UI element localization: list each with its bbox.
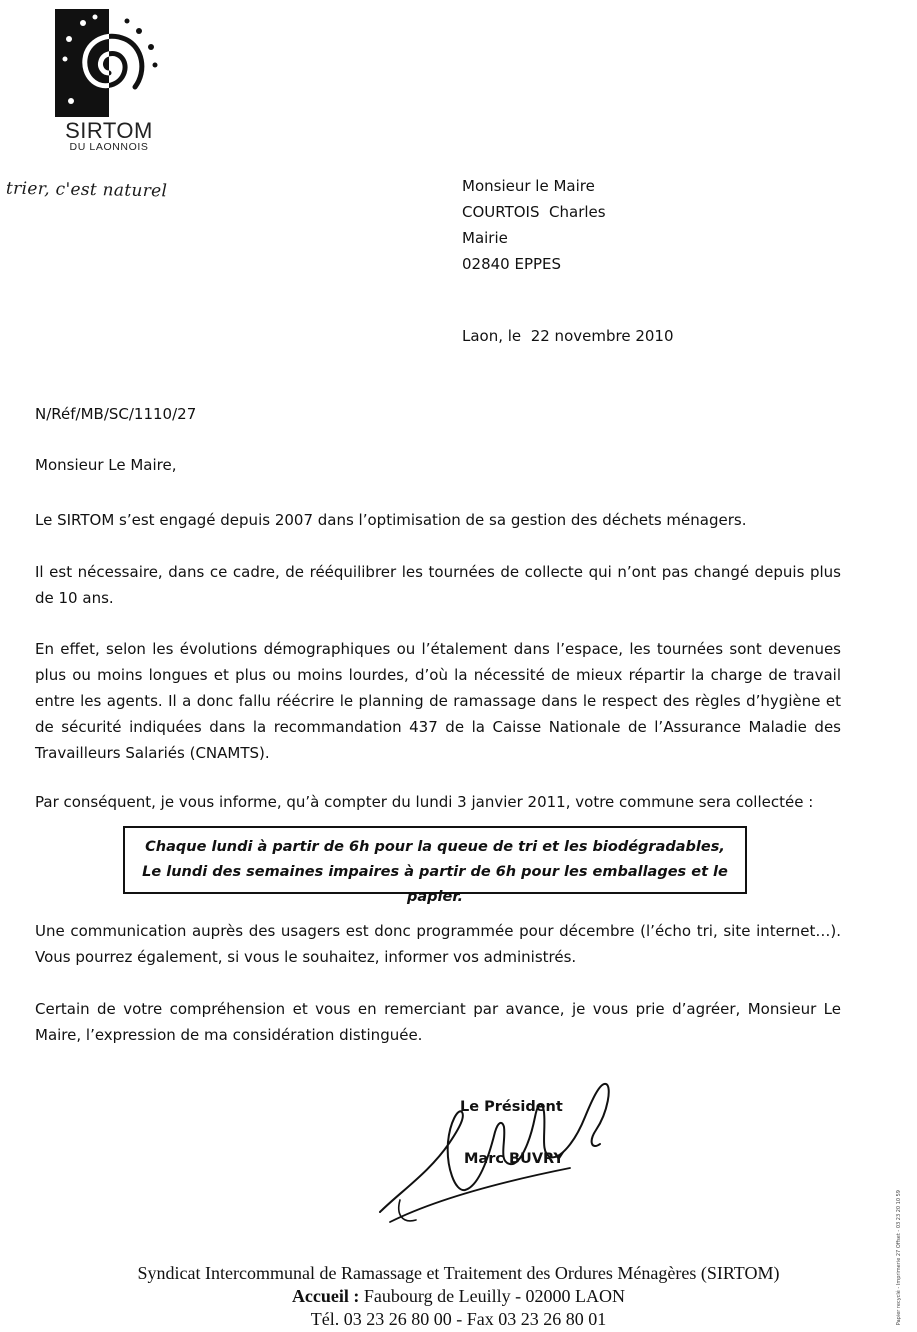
recipient-line: 02840 EPPES: [462, 255, 562, 273]
footer-address-text: Faubourg de Leuilly - 02000 LAON: [359, 1286, 626, 1306]
footer-address-label: Accueil :: [291, 1286, 360, 1306]
sirtom-logo: [55, 9, 163, 117]
footer-phone-fax: Tél. 03 23 26 80 00 - Fax 03 23 26 80 01: [310, 1309, 607, 1329]
logo-subtitle: DU LAONNOIS: [69, 141, 149, 153]
body-paragraph: En effet, selon les évolutions démographiques ou l’étalement dans l’espace, les tournées sont devenues plus ou moins longues et plus ou moins lourdes, d’où la nécessité de mieux répartir la charge de travail entre les agents. Il a donc fallu réécrire le planning de ramassage dans le respect des règles d’hygiène et de sécurité indiquées dans la recommandation 437 de la Caisse Nationale de l’Assurance Maladie des Travailleurs Salariés (CNAMTS).: [35, 640, 841, 762]
body-paragraph: Le SIRTOM s’est engagé depuis 2007 dans l’optimisation de sa gestion des déchets ménagers.: [35, 511, 747, 529]
printer-credit: Papier recyclé - Imprimerie 27 Offset - 03 23 20 10 59: [896, 1190, 902, 1326]
recipient-line: Monsieur le Maire: [462, 177, 595, 195]
schedule-line: Chaque lundi à partir de 6h pour la queue de tri et les biodégradables,: [145, 839, 725, 855]
schedule-line: Le lundi des semaines impaires à partir de 6h pour les emballages et le papier.: [142, 864, 728, 905]
collection-schedule-box: [123, 826, 747, 905]
spiral-sun-icon: [55, 9, 163, 117]
body-paragraph: Certain de votre compréhension et vous en remerciant par avance, je vous prie d’agréer, Monsieur Le Maire, l’expression de ma considération distinguée.: [35, 1000, 841, 1044]
footer-address: [0, 1286, 917, 1307]
date-line: Laon, le 22 novembre 2010: [462, 327, 674, 345]
recipient-line: Mairie: [462, 229, 508, 247]
handwritten-signature: [370, 1072, 630, 1232]
footer-organization: Syndicat Intercommunal de Ramassage et Traitement des Ordures Ménagères (SIRTOM): [137, 1263, 780, 1283]
handwritten-note: trier, c'est naturel: [5, 178, 168, 202]
signatory-name: Marc BUVRY: [464, 1151, 564, 1167]
logo-name: SIRTOM: [65, 118, 153, 143]
salutation: Monsieur Le Maire,: [35, 456, 177, 474]
signatory-title: Le Président: [460, 1099, 563, 1115]
recipient-address: [462, 173, 606, 277]
body-paragraph: Par conséquent, je vous informe, qu’à compter du lundi 3 janvier 2011, votre commune sera collectée :: [35, 793, 814, 811]
body-paragraph: Il est nécessaire, dans ce cadre, de rééquilibrer les tournées de collecte qui n’ont pas changé depuis plus de 10 ans.: [35, 563, 841, 607]
reference-number: N/Réf/MB/SC/1110/27: [35, 405, 197, 423]
recipient-line: COURTOIS Charles: [462, 203, 606, 221]
body-paragraph: Une communication auprès des usagers est donc programmée pour décembre (l’écho tri, site internet…). Vous pourrez également, si vous le souhaitez, informer vos administrés.: [35, 922, 841, 966]
